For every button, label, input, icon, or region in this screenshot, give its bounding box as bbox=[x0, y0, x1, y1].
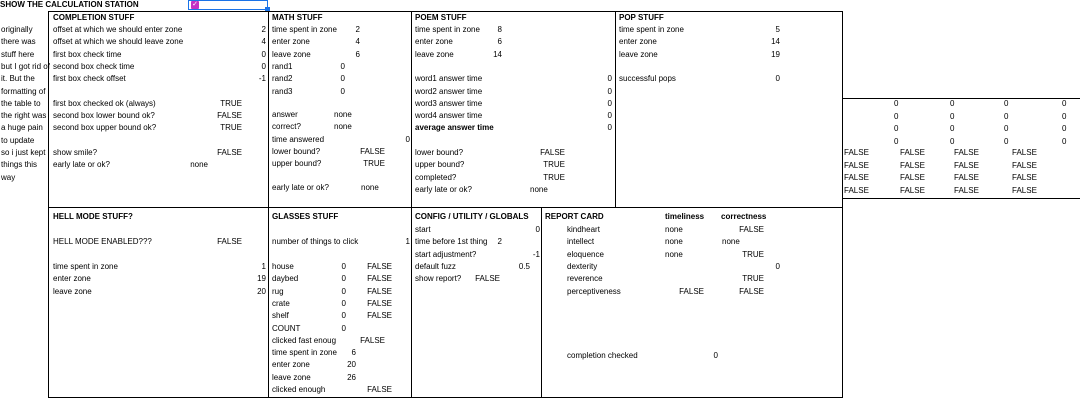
math-row-value[interactable]: 4 bbox=[355, 37, 360, 47]
glasses-item-count[interactable]: 0 bbox=[341, 274, 346, 284]
poem-row-label[interactable]: word2 answer time bbox=[415, 86, 483, 96]
selected-cell[interactable] bbox=[188, 0, 268, 10]
grid-cell[interactable]: FALSE bbox=[900, 160, 925, 170]
grid-cell[interactable]: 0 bbox=[894, 111, 899, 121]
completion-row-value[interactable]: 0 bbox=[261, 49, 266, 59]
note-line[interactable]: to update bbox=[1, 135, 35, 145]
grid-line-v3 bbox=[615, 11, 616, 208]
glasses-clicked-fast-value[interactable]: FALSE bbox=[360, 335, 385, 345]
completion-row-label[interactable]: early late or ok? bbox=[53, 160, 110, 170]
completion-row-value[interactable]: FALSE bbox=[217, 111, 242, 121]
note-line[interactable]: way bbox=[1, 172, 16, 182]
completion-row-label[interactable]: offset at which we should enter zone bbox=[53, 25, 183, 34]
poem-row-value[interactable]: 0 bbox=[607, 86, 612, 96]
report-row-timeliness[interactable]: none bbox=[665, 249, 683, 259]
report-col-timeliness[interactable]: timeliness bbox=[665, 212, 705, 221]
glasses-time-value[interactable]: 20 bbox=[347, 360, 356, 370]
completion-row-value[interactable]: 4 bbox=[261, 37, 266, 47]
glasses-clicked-enough-label[interactable]: clicked enough bbox=[272, 384, 326, 394]
grid-cell[interactable]: 0 bbox=[950, 136, 955, 146]
config-row-value[interactable]: -1 bbox=[532, 249, 540, 259]
grid-line-v1 bbox=[268, 11, 269, 398]
grid-line-v2 bbox=[411, 11, 412, 398]
completion-title[interactable]: COMPLETION STUFF bbox=[53, 13, 135, 22]
report-row-correctness[interactable]: TRUE bbox=[742, 274, 764, 284]
poem-row-label[interactable]: completed? bbox=[415, 172, 457, 182]
completion-row-label[interactable]: offset at which we should leave zone bbox=[53, 37, 184, 47]
report-row-label[interactable]: intellect bbox=[567, 237, 595, 247]
report-row-correctness[interactable]: none bbox=[722, 237, 740, 247]
poem-row-label[interactable]: word3 answer time bbox=[415, 98, 483, 108]
glasses-time-label[interactable]: time spent in zone bbox=[272, 348, 337, 358]
report-completion-checked-value[interactable]: 0 bbox=[713, 351, 718, 360]
report-row-correctness[interactable]: FALSE bbox=[739, 225, 764, 234]
grid-cell[interactable]: FALSE bbox=[1012, 173, 1037, 182]
pop-row-label[interactable]: time spent in zone bbox=[619, 25, 684, 34]
poem-row-value[interactable]: 0 bbox=[607, 111, 612, 121]
math-row-label[interactable]: early late or ok? bbox=[272, 183, 329, 192]
glasses-time-value[interactable]: 26 bbox=[347, 372, 356, 382]
grid-cell[interactable]: 0 bbox=[1062, 99, 1067, 108]
math-row-label[interactable]: lower bound? bbox=[272, 146, 321, 156]
glasses-item-count[interactable]: 0 bbox=[341, 286, 346, 296]
grid-line-mid bbox=[48, 207, 842, 208]
pop-row-label[interactable]: successful pops bbox=[619, 74, 676, 84]
completion-row-value[interactable]: TRUE bbox=[220, 123, 242, 133]
math-row-label[interactable]: time answered bbox=[272, 134, 325, 144]
config-row-label[interactable]: default fuzz bbox=[415, 261, 456, 271]
completion-row-label[interactable]: second box check time bbox=[53, 61, 135, 71]
math-row-value[interactable]: none bbox=[334, 122, 352, 132]
glasses-clicked-fast-label[interactable]: clicked fast enoug bbox=[272, 335, 337, 345]
pop-row-value[interactable]: 0 bbox=[775, 74, 780, 84]
config-row-label[interactable]: show report? bbox=[415, 274, 462, 284]
poem-row-value[interactable]: 0 bbox=[607, 98, 612, 108]
grid-cell[interactable]: 0 bbox=[894, 99, 899, 108]
grid-cell[interactable]: 0 bbox=[894, 124, 899, 133]
math-row-label[interactable]: upper bound? bbox=[272, 159, 322, 169]
note-line[interactable]: so i just kept bbox=[1, 148, 46, 157]
hell-row-value[interactable]: 19 bbox=[257, 274, 266, 284]
completion-row-value[interactable]: 0 bbox=[261, 61, 266, 71]
glasses-item-label[interactable]: crate bbox=[272, 298, 290, 308]
report-col-correctness[interactable]: correctness bbox=[721, 212, 767, 221]
glasses-item-count[interactable]: 0 bbox=[341, 298, 346, 308]
completion-row-label[interactable]: second box upper bound ok? bbox=[53, 123, 157, 133]
note-line[interactable]: originally bbox=[1, 25, 33, 34]
report-row-label[interactable]: kindheart bbox=[567, 225, 600, 234]
grid-cell[interactable]: FALSE bbox=[844, 173, 869, 182]
math-row-value[interactable]: 6 bbox=[355, 49, 360, 59]
note-line[interactable]: the right was bbox=[1, 111, 47, 121]
note-line[interactable]: it. But the bbox=[1, 74, 35, 84]
poem-row-value[interactable]: none bbox=[530, 184, 548, 194]
glasses-item-label[interactable]: shelf bbox=[272, 311, 289, 321]
grid-cell[interactable]: 0 bbox=[1062, 124, 1067, 133]
config-row-value[interactable]: 0 bbox=[535, 225, 540, 234]
grid-line-v4 bbox=[541, 207, 542, 398]
glasses-count-value[interactable]: 1 bbox=[405, 237, 410, 246]
report-row-timeliness[interactable]: FALSE bbox=[679, 286, 704, 296]
hell-title[interactable]: HELL MODE STUFF? bbox=[53, 212, 133, 221]
poem-row-value[interactable]: 6 bbox=[497, 37, 502, 47]
glasses-time-value[interactable]: 6 bbox=[351, 348, 356, 358]
grid-cell[interactable]: 0 bbox=[1062, 136, 1067, 146]
poem-row-label[interactable]: enter zone bbox=[415, 37, 453, 47]
poem-row-label[interactable]: average answer time bbox=[415, 123, 494, 133]
hell-row-value[interactable]: 1 bbox=[261, 262, 266, 271]
pop-row-value[interactable]: 14 bbox=[771, 37, 780, 47]
math-row-value[interactable]: 0 bbox=[405, 134, 410, 144]
glasses-item-count[interactable]: 0 bbox=[341, 311, 346, 321]
completion-row-label[interactable]: first box check offset bbox=[53, 74, 126, 84]
grid-cell[interactable]: 0 bbox=[950, 124, 955, 133]
grid-cell[interactable]: FALSE bbox=[844, 160, 869, 170]
glasses-clicked-enough-value[interactable]: FALSE bbox=[367, 384, 392, 394]
grid-cell[interactable]: FALSE bbox=[954, 160, 979, 170]
grid-cell[interactable]: 0 bbox=[1004, 111, 1009, 121]
math-row-label[interactable]: time spent in zone bbox=[272, 25, 337, 34]
math-row-value[interactable]: none bbox=[334, 110, 352, 119]
note-line[interactable]: but I got rid of bbox=[1, 61, 50, 71]
report-completion-checked-label[interactable]: completion checked bbox=[567, 351, 638, 360]
grid-cell[interactable]: 0 bbox=[1062, 111, 1067, 121]
hell-enabled-label[interactable]: HELL MODE ENABLED??? bbox=[53, 237, 152, 246]
grid-cell[interactable]: FALSE bbox=[900, 185, 925, 195]
glasses-item-ok[interactable]: FALSE bbox=[367, 311, 392, 321]
math-row-label[interactable]: rand1 bbox=[272, 61, 293, 71]
grid-line-right bbox=[842, 11, 843, 398]
math-row-label[interactable]: leave zone bbox=[272, 49, 311, 59]
grid-cell[interactable]: 0 bbox=[1004, 136, 1009, 146]
glasses-item-label[interactable]: rug bbox=[272, 286, 284, 296]
glasses-count-label[interactable]: number of things to click bbox=[272, 237, 359, 246]
hell-enabled-value[interactable]: FALSE bbox=[217, 237, 242, 246]
grid-cell[interactable]: 0 bbox=[950, 99, 955, 108]
note-line[interactable]: stuff here bbox=[1, 49, 35, 59]
poem-row-label[interactable]: upper bound? bbox=[415, 160, 465, 170]
config-row-label[interactable]: start bbox=[415, 225, 431, 234]
poem-title[interactable]: POEM STUFF bbox=[415, 13, 467, 22]
note-line[interactable]: a huge pain bbox=[1, 123, 43, 133]
grid-cell[interactable]: FALSE bbox=[844, 185, 869, 195]
math-title[interactable]: MATH STUFF bbox=[272, 13, 323, 22]
grid-cell[interactable]: FALSE bbox=[954, 173, 979, 182]
math-row-value[interactable]: 2 bbox=[355, 25, 360, 34]
completion-row-value[interactable]: -1 bbox=[258, 74, 266, 84]
poem-row-label[interactable]: leave zone bbox=[415, 49, 454, 59]
grid-cell[interactable]: FALSE bbox=[1012, 160, 1037, 170]
poem-row-value[interactable]: FALSE bbox=[540, 148, 565, 157]
math-row-label[interactable]: answer bbox=[272, 110, 298, 119]
right-grid-top-line bbox=[842, 98, 1080, 99]
config-row-label[interactable]: time before 1st thing bbox=[415, 237, 488, 247]
config-row-value[interactable]: 0.5 bbox=[518, 261, 530, 271]
glasses-item-label[interactable]: house bbox=[272, 262, 294, 271]
grid-line-bottom bbox=[48, 397, 842, 398]
poem-row-value[interactable]: 0 bbox=[607, 74, 612, 84]
poem-row-value[interactable]: TRUE bbox=[543, 160, 565, 170]
math-row-value[interactable]: FALSE bbox=[360, 146, 385, 156]
report-row-correctness[interactable]: FALSE bbox=[739, 286, 764, 296]
poem-row-value[interactable]: TRUE bbox=[543, 172, 565, 182]
report-row-label[interactable]: eloquence bbox=[567, 249, 604, 259]
note-line[interactable]: things this bbox=[1, 160, 38, 170]
glasses-title[interactable]: GLASSES STUFF bbox=[272, 212, 339, 221]
math-row-label[interactable]: rand3 bbox=[272, 86, 293, 96]
poem-row-label[interactable]: word4 answer time bbox=[415, 111, 483, 121]
report-row-timeliness[interactable]: none bbox=[665, 225, 683, 234]
math-row-value[interactable]: TRUE bbox=[363, 159, 385, 169]
math-row-label[interactable]: correct? bbox=[272, 122, 301, 132]
glasses-time-label[interactable]: enter zone bbox=[272, 360, 310, 370]
poem-row-value[interactable]: 14 bbox=[493, 49, 502, 59]
pop-row-label[interactable]: enter zone bbox=[619, 37, 657, 47]
hell-row-value[interactable]: 20 bbox=[257, 286, 266, 296]
math-row-value[interactable]: none bbox=[361, 183, 379, 192]
pop-row-label[interactable]: leave zone bbox=[619, 49, 658, 59]
hell-row-label[interactable]: time spent in zone bbox=[53, 262, 118, 271]
report-row-label[interactable]: reverence bbox=[567, 274, 603, 284]
report-row-correctness[interactable]: TRUE bbox=[742, 249, 764, 259]
config-row-label[interactable]: start adjustment? bbox=[415, 249, 477, 259]
completion-row-value[interactable]: FALSE bbox=[217, 148, 242, 157]
report-row-timeliness[interactable]: none bbox=[665, 237, 683, 247]
math-row-value[interactable]: 0 bbox=[340, 61, 345, 71]
note-line[interactable]: the table to bbox=[1, 98, 41, 108]
glasses-item-ok[interactable]: FALSE bbox=[367, 262, 392, 271]
grid-cell[interactable]: FALSE bbox=[844, 148, 869, 157]
glasses-item-ok[interactable]: FALSE bbox=[367, 286, 392, 296]
completion-row-label[interactable]: second box lower bound ok? bbox=[53, 111, 155, 121]
grid-cell[interactable]: 0 bbox=[894, 136, 899, 146]
pop-row-value[interactable]: 5 bbox=[775, 25, 780, 34]
note-line[interactable]: there was bbox=[1, 37, 36, 47]
math-row-value[interactable]: 0 bbox=[340, 86, 345, 96]
grid-cell[interactable]: FALSE bbox=[954, 148, 979, 157]
right-grid-bottom-line bbox=[842, 198, 1080, 199]
poem-row-label[interactable]: time spent in zone bbox=[415, 25, 480, 34]
pop-title[interactable]: POP STUFF bbox=[619, 13, 664, 22]
completion-row-value[interactable]: TRUE bbox=[220, 98, 242, 108]
pop-row-value[interactable]: 19 bbox=[771, 49, 780, 59]
poem-row-label[interactable]: word1 answer time bbox=[415, 74, 483, 84]
glasses-item-label[interactable]: daybed bbox=[272, 274, 299, 284]
show-calculation-checkbox[interactable]: ✓ bbox=[192, 1, 198, 8]
grid-cell[interactable]: FALSE bbox=[900, 173, 925, 182]
grid-cell[interactable]: 0 bbox=[950, 111, 955, 121]
completion-row-label[interactable]: show smile? bbox=[53, 148, 98, 157]
math-row-value[interactable]: 0 bbox=[340, 74, 345, 84]
completion-row-value[interactable]: none bbox=[190, 160, 208, 170]
note-line[interactable]: formatting of bbox=[1, 86, 46, 96]
math-row-label[interactable]: enter zone bbox=[272, 37, 310, 47]
grid-cell[interactable]: 0 bbox=[1004, 99, 1009, 108]
completion-row-label[interactable]: first box checked ok (always) bbox=[53, 98, 156, 108]
config-row-value[interactable]: 2 bbox=[497, 237, 502, 247]
poem-row-value[interactable]: 8 bbox=[497, 25, 502, 34]
grid-cell[interactable]: 0 bbox=[1004, 124, 1009, 133]
hell-row-label[interactable]: enter zone bbox=[53, 274, 91, 284]
completion-row-label[interactable]: first box check time bbox=[53, 49, 122, 59]
glasses-time-label[interactable]: leave zone bbox=[272, 372, 311, 382]
report-row-correctness[interactable]: 0 bbox=[775, 261, 780, 271]
completion-row-value[interactable]: 2 bbox=[261, 25, 266, 34]
glasses-item-count[interactable]: 0 bbox=[341, 262, 346, 271]
math-row-label[interactable]: rand2 bbox=[272, 74, 293, 84]
hell-row-label[interactable]: leave zone bbox=[53, 286, 92, 296]
poem-row-label[interactable]: lower bound? bbox=[415, 148, 464, 157]
report-row-label[interactable]: dexterity bbox=[567, 261, 598, 271]
glasses-item-ok[interactable]: FALSE bbox=[367, 274, 392, 284]
grid-cell[interactable]: FALSE bbox=[1012, 185, 1037, 195]
poem-row-label[interactable]: early late or ok? bbox=[415, 184, 472, 194]
glasses-count-row-label[interactable]: COUNT bbox=[272, 323, 301, 333]
config-title[interactable]: CONFIG / UTILITY / GLOBALS bbox=[415, 212, 529, 221]
report-row-label[interactable]: perceptiveness bbox=[567, 286, 621, 296]
config-row-value[interactable]: FALSE bbox=[475, 274, 500, 284]
glasses-count-row-value[interactable]: 0 bbox=[341, 323, 346, 333]
grid-cell[interactable]: FALSE bbox=[1012, 148, 1037, 157]
glasses-item-ok[interactable]: FALSE bbox=[367, 298, 392, 308]
station-title: SHOW THE CALCULATION STATION bbox=[0, 0, 139, 9]
report-title[interactable]: REPORT CARD bbox=[545, 212, 604, 221]
grid-line-top bbox=[48, 11, 842, 12]
grid-cell[interactable]: FALSE bbox=[954, 185, 979, 195]
grid-cell[interactable]: FALSE bbox=[900, 148, 925, 157]
poem-row-value[interactable]: 0 bbox=[607, 123, 612, 133]
